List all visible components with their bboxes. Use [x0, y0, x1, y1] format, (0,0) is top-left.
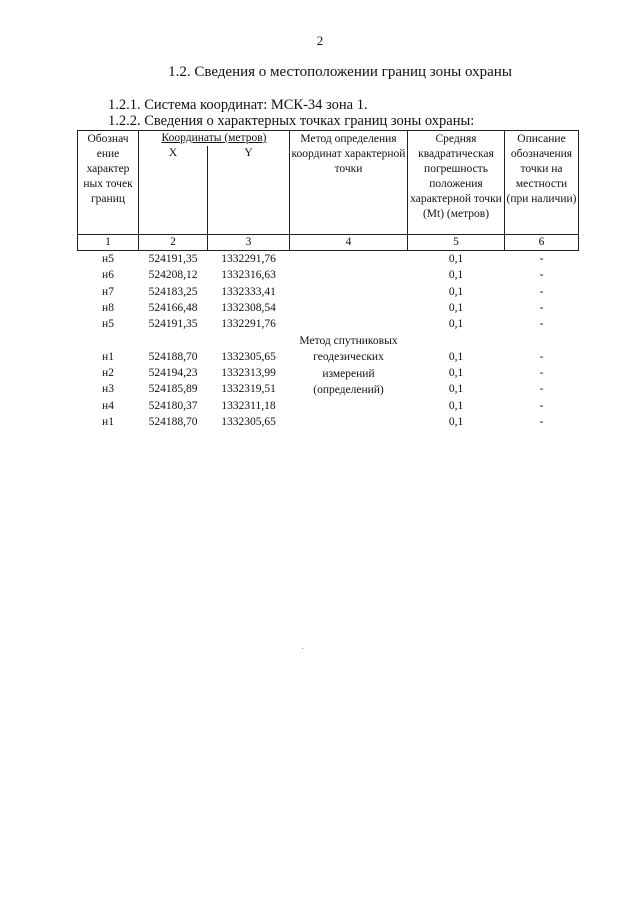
- y-value: 1332319,51: [221, 383, 276, 396]
- column-number: 4: [290, 235, 408, 251]
- column-number: 3: [208, 235, 290, 251]
- y-value: 1332313,99: [221, 367, 276, 380]
- boundary-points-table: [77, 130, 579, 430]
- description-value: -: [539, 301, 544, 314]
- point-name: н4: [102, 399, 114, 412]
- page-number: 2: [316, 33, 324, 48]
- x-value: 524191,35: [148, 318, 198, 331]
- x-value: 524180,37: [148, 399, 198, 412]
- table-row: [78, 251, 579, 268]
- header-point-designation: Обознач ение характер ных точек границ: [78, 131, 139, 235]
- method-text: Метод спутниковых геодезических измерений (определений): [299, 335, 398, 396]
- error-value: 0,1: [448, 367, 464, 380]
- point-name: н7: [102, 285, 114, 298]
- y-value: 1332291,76: [221, 318, 276, 331]
- description-value: -: [539, 399, 544, 412]
- point-name: н3: [102, 383, 114, 396]
- x-value: 524183,25: [148, 285, 198, 298]
- point-name: н5: [102, 253, 114, 265]
- x-value: 524188,70: [148, 350, 198, 363]
- header-coordinates: Координаты (метров): [139, 131, 290, 147]
- error-value: 0,1: [448, 399, 464, 412]
- column-number: 5: [408, 235, 505, 251]
- point-name: н8: [102, 301, 114, 314]
- error-value: 0,1: [448, 415, 464, 428]
- error-value: 0,1: [448, 383, 464, 396]
- description-value: -: [539, 269, 544, 282]
- header-y: Y: [208, 146, 290, 235]
- y-value: 1332305,65: [221, 350, 276, 363]
- error-value: 0,1: [448, 350, 464, 363]
- y-value: 1332305,65: [221, 415, 276, 428]
- point-name: н2: [102, 367, 114, 380]
- y-value: 1332333,41: [221, 285, 276, 298]
- header-method: Метод определения координат характерной точки: [290, 131, 408, 235]
- scan-speck: [302, 648, 303, 649]
- error-value: 0,1: [448, 253, 464, 265]
- column-number: 6: [505, 235, 579, 251]
- x-value: 524208,12: [148, 269, 198, 282]
- x-value: 524194,23: [148, 367, 198, 380]
- section-title: 1.2. Сведения о местоположении границ зоны охраны: [168, 64, 512, 80]
- method-cell: [290, 251, 408, 431]
- description-value: -: [539, 350, 544, 363]
- description-value: -: [539, 367, 544, 380]
- coordinate-system-line: 1.2.1. Система координат: МСК-34 зона 1.: [108, 97, 368, 113]
- description-value: -: [539, 415, 544, 428]
- description-value: -: [539, 253, 544, 265]
- x-value: 524188,70: [148, 415, 198, 428]
- point-name: н1: [102, 415, 114, 428]
- header-description: Описание обозначения точки на местности (при наличии): [505, 131, 579, 235]
- description-value: -: [539, 285, 544, 298]
- x-value: 524191,35: [148, 253, 198, 265]
- column-number: 1: [78, 235, 139, 251]
- column-number: 2: [139, 235, 208, 251]
- y-value: 1332291,76: [221, 253, 276, 265]
- error-value: 0,1: [448, 285, 464, 298]
- y-value: 1332308,54: [221, 301, 276, 314]
- y-value: 1332316,63: [221, 269, 276, 282]
- error-value: 0,1: [448, 318, 464, 331]
- x-value: 524166,48: [148, 301, 198, 314]
- points-heading: 1.2.2. Сведения о характерных точках границ зоны охраны:: [108, 113, 475, 129]
- description-value: -: [539, 383, 544, 396]
- error-value: 0,1: [448, 269, 464, 282]
- point-name: н5: [102, 318, 114, 331]
- error-value: 0,1: [448, 301, 464, 314]
- y-value: 1332311,18: [221, 399, 276, 412]
- header-mean-error: Средняя квадратическая погрешность положения характерной точки (Mt) (метров): [408, 131, 505, 235]
- point-name: н6: [102, 269, 114, 282]
- header-x: X: [139, 146, 208, 235]
- x-value: 524185,89: [148, 383, 198, 396]
- description-value: -: [539, 318, 544, 331]
- point-name: н1: [102, 350, 114, 363]
